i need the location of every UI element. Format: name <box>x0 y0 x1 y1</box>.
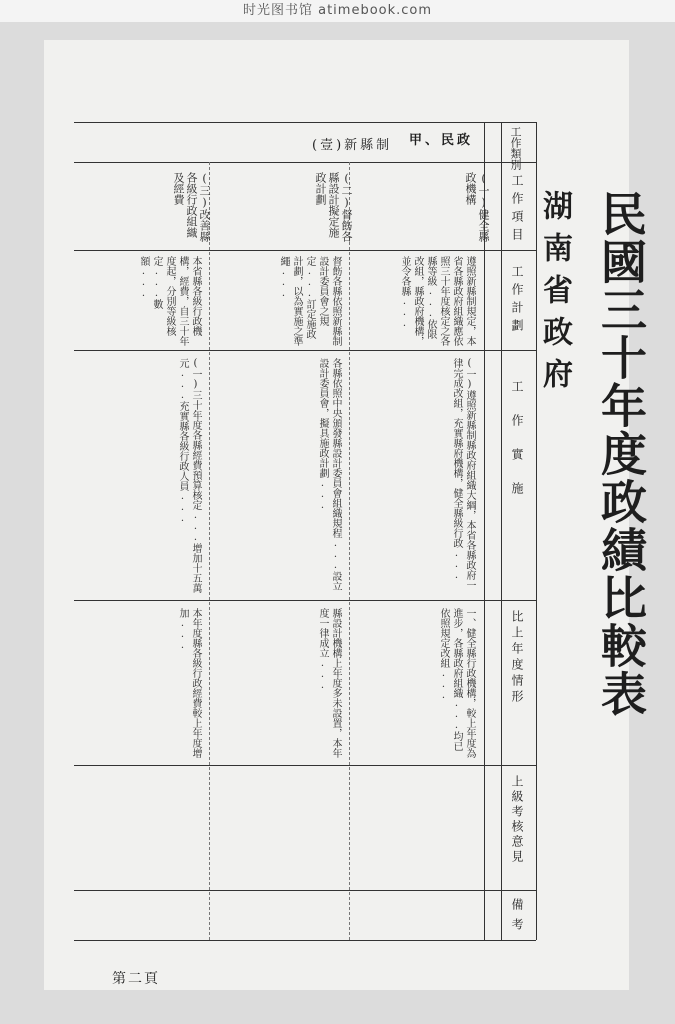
table-top-border <box>74 122 536 123</box>
plan-1: 遵照新縣制規定，本省各縣政府組織應依照三十年度核定之各縣等級...依限改組，縣政府機構，並令各縣... <box>399 256 475 346</box>
actual-3: (一)三十年度各縣經費預算核定...增加十五萬元...充實縣各級行政人員... <box>177 358 201 593</box>
project-3: (三)改善縣各級行政組織及經費 <box>172 172 211 242</box>
project-2: (二)督飭各縣設計擬定施政計劃 <box>314 172 353 242</box>
table-bottom-border <box>74 940 536 941</box>
document-subtitle: 湖南省政府 <box>537 190 572 400</box>
site-banner: 时光图书馆 atimebook.com <box>0 0 675 22</box>
document-page <box>44 40 648 990</box>
project-divider-1 <box>349 162 350 940</box>
row-divider-project <box>74 250 536 251</box>
comparison-3: 本年度縣各級行政經費較上年度增加... <box>177 608 201 758</box>
col-header-category: 工作類別 <box>509 126 522 170</box>
col-header-remarks: 備考 <box>510 898 524 938</box>
document-title: 民國三十年度政績比較表 <box>594 190 648 718</box>
table-header-divider <box>74 162 536 163</box>
project-1: (一)健全縣政機構 <box>464 172 490 242</box>
project-divider-2 <box>209 162 210 940</box>
col-header-review: 上級考核意見 <box>510 775 524 865</box>
row-divider-plan <box>74 350 536 351</box>
col-header-actual: 工作實施 <box>510 380 524 516</box>
comparison-2: 縣設計機構上年度多未設置，本年度一律成立... <box>317 608 341 758</box>
plan-3: 本省縣各級行政機構，經費，自三十年度起，分別等級核定...數額... <box>138 256 201 346</box>
actual-1: (一)遵照新縣制縣政府組織大綱，本省各縣政府一律完成改組，充實縣府機構，健全縣級行政... <box>451 358 475 590</box>
plan-2: 督飭各縣依照新縣制設計委員會之規定...訂定施政計劃，以為實施之準繩... <box>278 256 341 346</box>
page-number: 第二頁 <box>112 971 160 987</box>
actual-2: 各縣依照中央頒發縣設計委員會組織規程...設立設計委員會，擬具施政計劃... <box>317 358 341 591</box>
row-divider-comparison <box>74 765 536 766</box>
col-header-plan: 工作計劃 <box>510 265 524 337</box>
comparison-1: 一、健全縣行政機構，較上年度為進步，各縣政府組織...均已依照規定改組... <box>438 608 475 758</box>
col-header-project: 工作項目 <box>510 174 524 246</box>
col-header-comparison: 比上年度情形 <box>510 610 524 706</box>
table-col-divider-right <box>536 122 537 940</box>
table-col-divider-category <box>501 122 502 940</box>
section-subcategory: (壹)新縣制 <box>312 138 393 153</box>
section-category: 甲、民政 <box>409 133 474 148</box>
row-divider-actual <box>74 600 536 601</box>
row-divider-review <box>74 890 536 891</box>
